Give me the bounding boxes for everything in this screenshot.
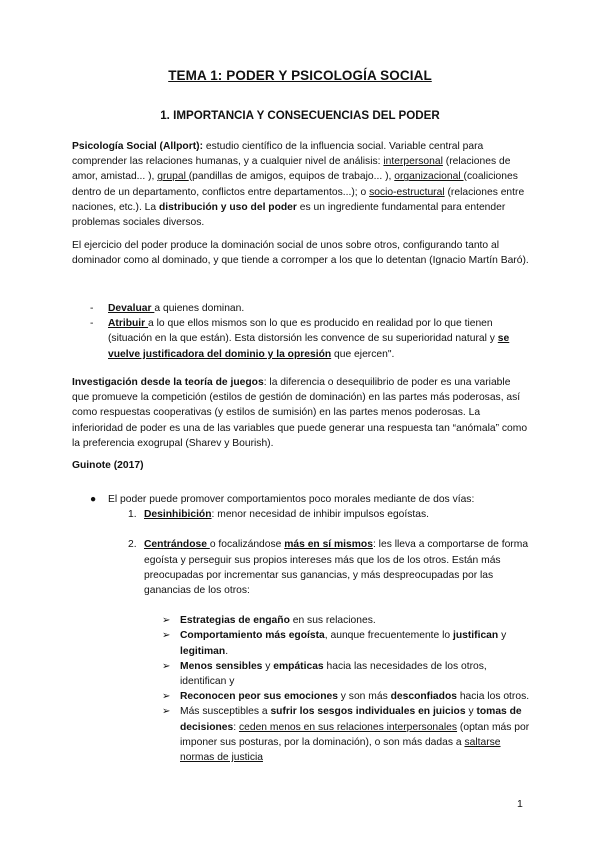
page-number: 1 bbox=[517, 798, 523, 810]
bullet-marker: ● bbox=[90, 494, 97, 505]
list-item: ➢ Estrategias de engaño en sus relaciones. bbox=[72, 613, 530, 628]
term-grupal: grupal bbox=[157, 171, 189, 183]
term-psicologia-social: Psicología Social (Allport): bbox=[72, 141, 204, 152]
term-interpersonal: interpersonal bbox=[383, 156, 443, 168]
arrow-bullet-icon: ➢ bbox=[162, 660, 171, 672]
list-item: ➢ Reconocen peor sus emociones y son más desconfiados hacia los otros. bbox=[72, 689, 530, 704]
list-item: ➢ Más susceptibles a sufrir los sesgos individuales en juicios y tomas de decisiones: ceden menos en sus relaciones interpersonales (optan más por imponer sus posturas, por la dominación), o son más dadas a saltarse normas de justicia bbox=[162, 706, 530, 764]
term-justificadora: se vuelve justificadora del dominio y la opresión bbox=[108, 333, 510, 360]
section-heading: 1. IMPORTANCIA Y CONSECUENCIAS DEL PODER bbox=[160, 109, 440, 122]
term-atribuir: Atribuir bbox=[108, 318, 149, 330]
list-item: ➢ Comportamiento más egoísta, aunque frecuentemente lo justifican y legitiman. bbox=[162, 630, 507, 657]
list-item: ● El poder puede promover comportamientos poco morales mediante de dos vías: bbox=[72, 492, 530, 507]
paragraph-allport: Psicología Social (Allport): estudio científico de la influencia social. Variable central para comprender las relaciones humanas, y a cualquier nivel de análisis: interpersonal (relaciones de amor, amistad... ), grupal (pandillas de amigos, equipos de trabajo... ), organizacional (coaliciones dentro de un departamento, conflictos entre departamentos...); o socio-estructural (relaciones entre naciones, etc.). La distribución y uso del poder es un ingrediente fundamental para entender problemas sociales diversos. bbox=[72, 141, 525, 229]
number-marker: 1. bbox=[128, 509, 137, 521]
paragraph-teoria-juegos: Investigación desde la teoría de juegos: la diferencia o desequilibrio de poder es una variable que promueve la competición (estilos de gestión de dominación) en las partes más poderosas, así como respuestas cooperativas (y estilos de sumisión) en las partes menos poderosas. La inferioridad de poder es una de las variables que puede generar una respuesta tan “anómala” como la preferencia exogrupal (Sharev y Bourish). bbox=[72, 377, 528, 449]
list-item: 1. Desinhibición: menor necesidad de inhibir impulsos egoístas. bbox=[72, 507, 530, 522]
term-distribucion-poder: distribución y uso del poder bbox=[159, 201, 297, 213]
dash-marker: - bbox=[90, 303, 94, 314]
page-title: TEMA 1: PODER Y PSICOLOGÍA SOCIAL bbox=[168, 68, 432, 83]
list-item: - Atribuir a lo que ellos mismos son lo que es producido en realidad por lo que tienen (situación en la que están). Esta distorsión les convence de su superioridad natural y se vuelve justificadora del dominio y la opresión que ejercen". bbox=[90, 318, 510, 360]
arrow-bullet-icon: ➢ bbox=[162, 706, 171, 718]
arrow-bullet-icon: ➢ bbox=[162, 691, 171, 703]
term-desinhibicion: Desinhibición bbox=[144, 509, 212, 521]
term-socio-estructural: socio-estructural bbox=[369, 186, 445, 198]
guinote-list bbox=[72, 492, 530, 765]
term-organizacional: organizacional bbox=[394, 171, 464, 183]
heading-guinote: Guinote (2017) bbox=[72, 460, 144, 471]
arrow-bullet-icon: ➢ bbox=[162, 630, 171, 642]
arrow-bullet-icon: ➢ bbox=[162, 615, 171, 627]
list-item: 2. Centrándose o focalizándose más en sí mismos: les lleva a comportarse de forma egoísta y perseguir sus propios intereses más que los de los otros. Están más preocupadas por incrementar sus ganancias, y más despreocupadas por las ganancias de los otros: bbox=[128, 539, 529, 597]
paragraph-martin-baro: El ejercicio del poder produce la dominación social de unos sobre otros, configurando tanto al dominador como al dominado, y que tiende a corromper a los que lo detentan (Ignacio Martín Baró). bbox=[72, 240, 529, 267]
term-devaluar: Devaluar bbox=[108, 303, 155, 314]
number-marker: 2. bbox=[128, 539, 137, 551]
dash-list bbox=[72, 301, 530, 362]
dash-marker: - bbox=[90, 318, 94, 330]
list-item: - Devaluar a quienes dominan. bbox=[72, 301, 530, 316]
term-teoria-juegos: Investigación desde la teoría de juegos bbox=[72, 377, 264, 388]
term-centrandose: Centrándose bbox=[144, 539, 210, 551]
list-item: ➢ Menos sensibles y empáticas hacia las necesidades de los otros, identifican y bbox=[162, 660, 487, 688]
term-mas-en-si-mismos: más en sí mismos bbox=[284, 539, 373, 551]
